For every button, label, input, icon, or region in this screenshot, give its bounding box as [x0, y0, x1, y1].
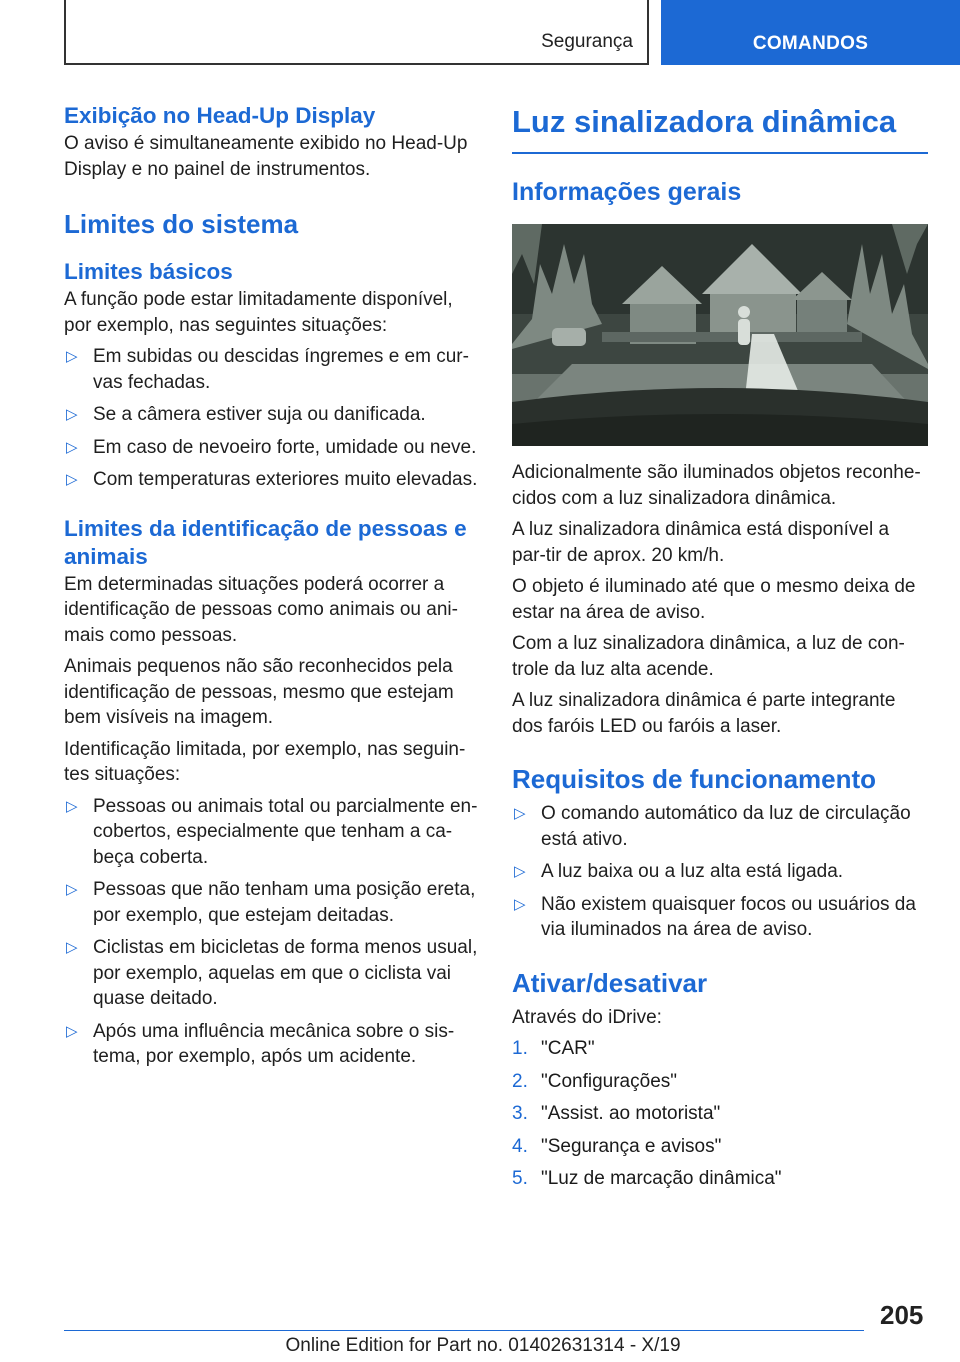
act-steps	[512, 1036, 928, 1192]
list-item: 3. "Assist. ao motorista"	[512, 1103, 721, 1124]
header-box	[64, 0, 649, 65]
triangle-bullet-icon: ▷	[514, 895, 526, 913]
triangle-bullet-icon: ▷	[66, 348, 78, 365]
info-para: Com a luz sinalizadora dinâmica, a luz de con-trole da luz alta acende.	[512, 633, 905, 680]
triangle-bullet-icon: ▷	[66, 406, 78, 423]
basic-intro: A função pode estar limitadamente disponível, por exemplo, nas seguintes situações:	[64, 289, 453, 336]
main-title: Luz sinalizadora dinâmica	[512, 102, 928, 154]
list-item: ▷ Com temperaturas exteriores muito elevadas.	[64, 467, 478, 493]
header-section: Segurança	[541, 31, 633, 52]
info-para: Adicionalmente são iluminados objetos reconhe-cidos com a luz sinalizadora dinâmica.	[512, 462, 921, 509]
triangle-bullet-icon: ▷	[514, 805, 526, 822]
list-item: ▷ Em caso de nevoeiro forte, umidade ou neve.	[64, 435, 478, 461]
hud-text: O aviso é simultaneamente exibido no Head-Up Display e no painel de instrumentos.	[64, 133, 468, 180]
list-item: ▷ Pessoas ou animais total ou parcialmente en-cobertos, especialmente que tenham a ca-beça coberta.	[66, 795, 478, 868]
list-item: ▷ Se a câmera estiver suja ou danificada.	[64, 402, 478, 428]
ident-p2: Animais pequenos não são reconhecidos pela identificação de pessoas, mesmo que estejam bem visíveis na imagem.	[64, 656, 454, 728]
info-para: A luz sinalizadora dinâmica está disponível a par-tir de aprox. 20 km/h.	[512, 519, 890, 566]
triangle-bullet-icon: ▷	[66, 939, 78, 956]
list-item: ▷ Pessoas que não tenham uma posição ereta, por exemplo, que estejam deitadas.	[66, 879, 476, 926]
req-title: Requisitos de funcionamento	[512, 764, 877, 794]
header-tab[interactable]	[661, 0, 960, 65]
act-intro: Através do iDrive:	[512, 1006, 662, 1028]
list-item: 2. "Configurações"	[512, 1070, 678, 1092]
list-item: ▷ Após uma influência mecânica sobre o sis-tema, por exemplo, após um acidente.	[66, 1020, 455, 1067]
list-item: 5. "Luz de marcação dinâmica"	[512, 1168, 782, 1189]
list-item: ▷ Em subidas ou descidas íngremes e em cur-vas fechadas.	[66, 346, 469, 393]
right-column	[512, 96, 928, 1199]
footer-divider	[64, 1330, 864, 1331]
ident-list	[64, 794, 478, 1070]
act-title: Ativar/desativar	[512, 967, 708, 998]
list-item: 1. "CAR"	[512, 1038, 595, 1059]
header-tab-label: COMANDOS	[752, 33, 869, 54]
info-para: A luz sinalizadora dinâmica é parte integrante dos faróis LED ou faróis a laser.	[512, 690, 896, 737]
info-title: Informações gerais	[512, 178, 742, 206]
page-number: 205	[880, 1300, 924, 1330]
triangle-bullet-icon: ▷	[514, 863, 526, 880]
triangle-bullet-icon: ▷	[66, 881, 78, 898]
ident-p1: Em determinadas situações poderá ocorrer a identificação de pessoas como animais ou ani-mais como pessoas.	[64, 573, 458, 646]
list-item: ▷ O comando automático da luz de circulação está ativo.	[514, 803, 911, 850]
limits-title: Limites do sistema	[64, 209, 299, 239]
triangle-bullet-icon: ▷	[66, 1022, 78, 1040]
basic-list	[64, 344, 478, 493]
night-vision-image	[512, 224, 928, 446]
list-item: ▷ Não existem quaisquer focos ou usuários da via iluminados na área de aviso.	[514, 893, 916, 940]
triangle-bullet-icon: ▷	[66, 438, 78, 456]
triangle-bullet-icon: ▷	[66, 471, 78, 488]
info-para: O objeto é iluminado até que o mesmo deixa de estar na área de aviso.	[512, 576, 916, 623]
hud-title: Exibição no Head-Up Display	[64, 103, 376, 128]
basic-title: Limites básicos	[64, 259, 233, 284]
list-item: ▷ Ciclistas em bicicletas de forma menos usual, por exemplo, aquelas em que o ciclista vai quase deitado.	[66, 937, 478, 1009]
list-item: 4. "Segurança e avisos"	[512, 1135, 722, 1157]
ident-title: Limites da identificação de pessoas e animais	[64, 515, 467, 569]
footer-edition: Online Edition for Part no. 01402631314 - X/19	[285, 1335, 681, 1356]
triangle-bullet-icon: ▷	[66, 797, 78, 815]
list-item: ▷ A luz baixa ou a luz alta está ligada.	[512, 859, 928, 885]
left-column	[64, 96, 478, 1077]
req-list	[512, 801, 928, 943]
ident-p3: Identificação limitada, por exemplo, nas seguin-tes situações:	[64, 738, 466, 785]
